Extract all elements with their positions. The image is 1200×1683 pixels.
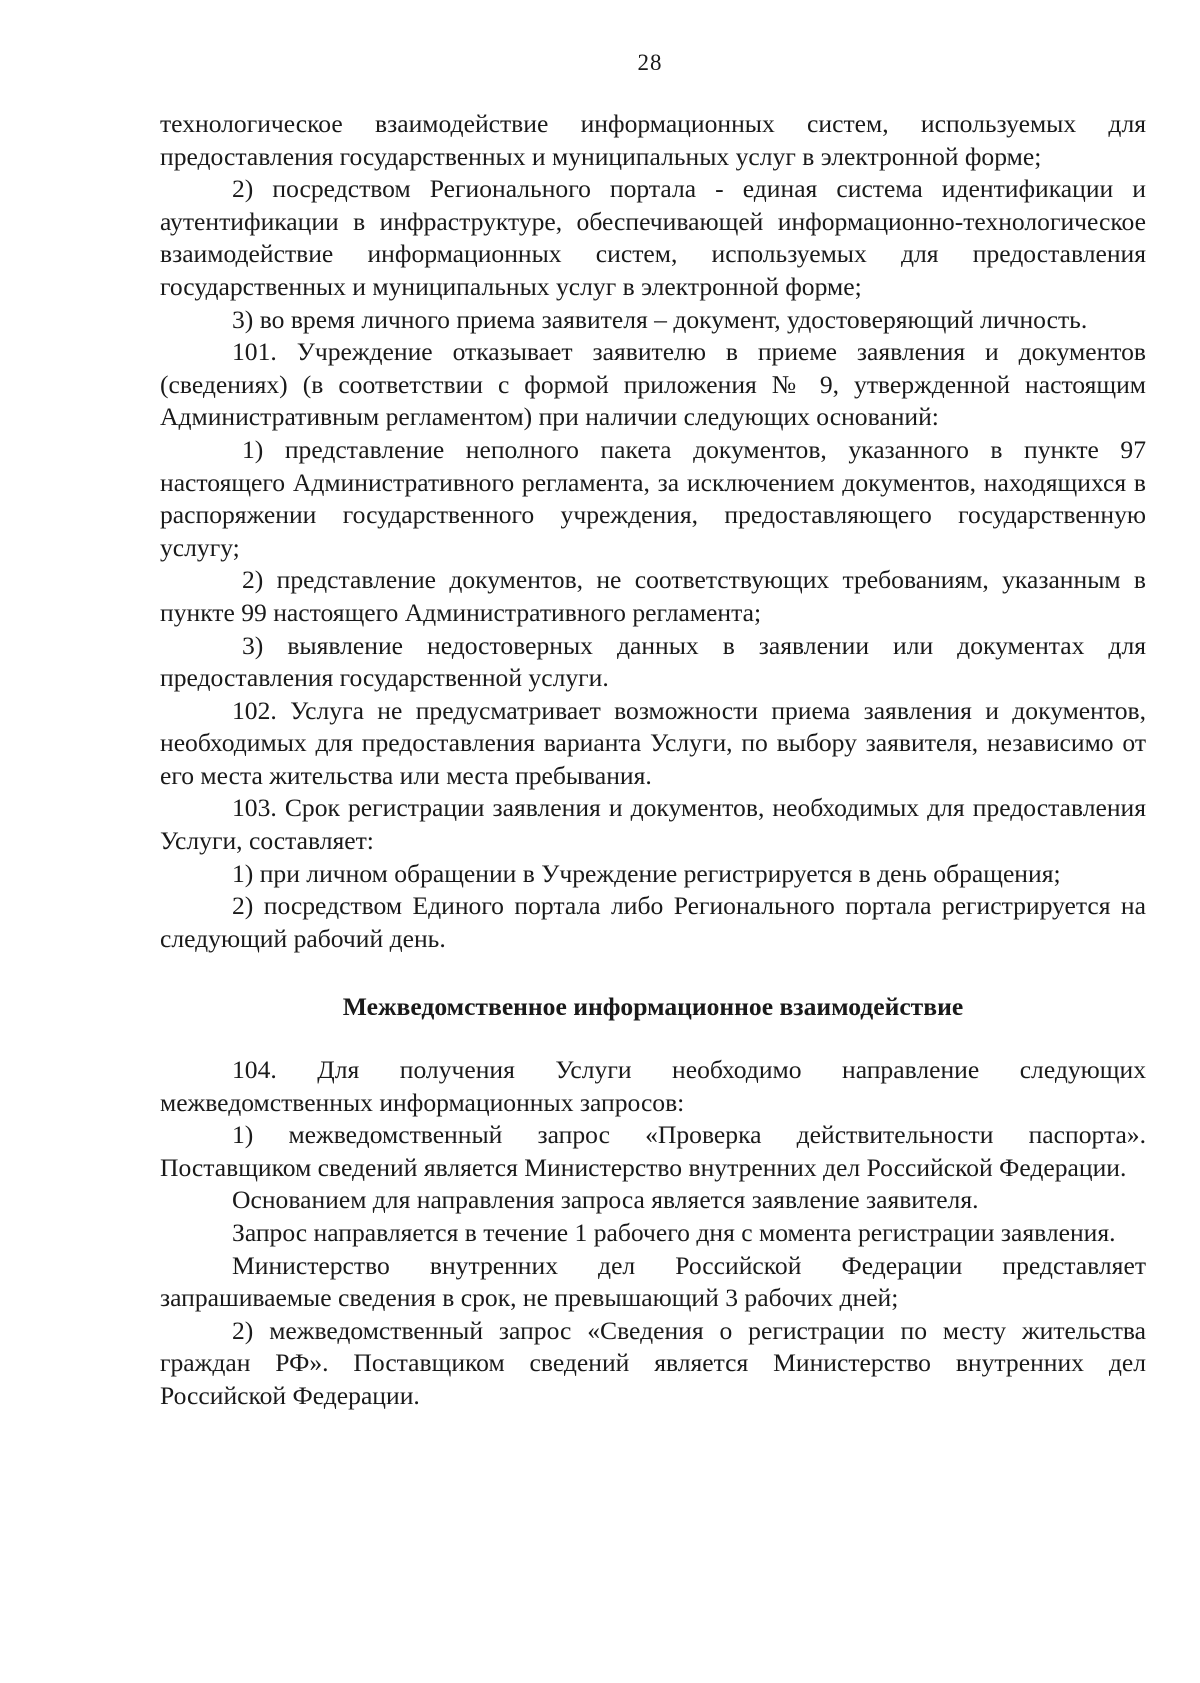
- paragraph-continuation: технологическое взаимодействие информационных систем, используемых для предоставления государственных и муниципальных услуг в электронной форме;: [160, 109, 1146, 171]
- page-number: 28: [637, 50, 663, 75]
- clause-101-item-1: 1) представление неполного пакета документов, указанного в пункте 97 настоящего Административного регламента, за исключением документов, находящихся в распоряжении государственного учреждения, предоставляющего государственную услугу;: [160, 434, 1146, 562]
- clause-101-item-2: 2) представление документов, не соответствующих требованиям, указанным в пункте 99 настоящего Административного регламента;: [160, 565, 1146, 627]
- clause-104-item-2: 2) межведомственный запрос «Сведения о регистрации по месту жительства граждан РФ». Поставщиком сведений является Министерство внутренних дел Российской Федерации.: [160, 1315, 1146, 1410]
- clause-103-item-2: 2) посредством Единого портала либо Регионального портала регистрируется на следующий рабочий день.: [160, 891, 1146, 953]
- clause-104-item-1: 1) межведомственный запрос «Проверка действительности паспорта». Поставщиком сведений является Министерство внутренних дел Российской Федерации.: [160, 1120, 1146, 1182]
- clause-104-term: Запрос направляется в течение 1 рабочего дня с момента регистрации заявления.: [232, 1218, 1116, 1247]
- clause-104-response: Министерство внутренних дел Российской Федерации представляет запрашиваемые сведения в срок, не превышающий 3 рабочих дней;: [160, 1250, 1146, 1313]
- list-item-regional-portal: 2) посредством Регионального портала - единая система идентификации и аутентификации в инфраструктуре, обеспечивающей информационно-технологическое взаимодействие информационных систем, используемых для предоставления государственных и муниципальных услуг в электронной форме;: [160, 174, 1146, 301]
- clause-101: 101. Учреждение отказывает заявителю в приеме заявления и документов (сведениях) (в соответствии с формой приложения № 9, утвержденной настоящим Административным регламентом) при наличии следующих оснований:: [160, 337, 1146, 432]
- clause-104-basis: Основанием для направления запроса является заявление заявителя.: [232, 1185, 979, 1215]
- clause-103: 103. Срок регистрации заявления и документов, необходимых для предоставления Услуги, составляет:: [160, 793, 1146, 856]
- clause-101-item-3: 3) выявление недостоверных данных в заявлении или документах для предоставления государственной услуги.: [160, 630, 1146, 693]
- document-body: [160, 108, 1146, 1413]
- clause-104: 104. Для получения Услуги необходимо направление следующих межведомственных информационных запросов:: [160, 1055, 1146, 1117]
- clause-102: 102. Услуга не предусматривает возможности приема заявления и документов, необходимых для предоставления варианта Услуги, по выбору заявителя, независимо от его места жительства или места пребывания.: [160, 695, 1146, 790]
- section-heading: Межведомственное информационное взаимодействие: [342, 992, 964, 1022]
- clause-103-item-1: 1) при личном обращении в Учреждение регистрируется в день обращения;: [232, 858, 1061, 888]
- list-item-personal-reception: 3) во время личного приема заявителя – документ, удостоверяющий личность.: [232, 304, 1088, 334]
